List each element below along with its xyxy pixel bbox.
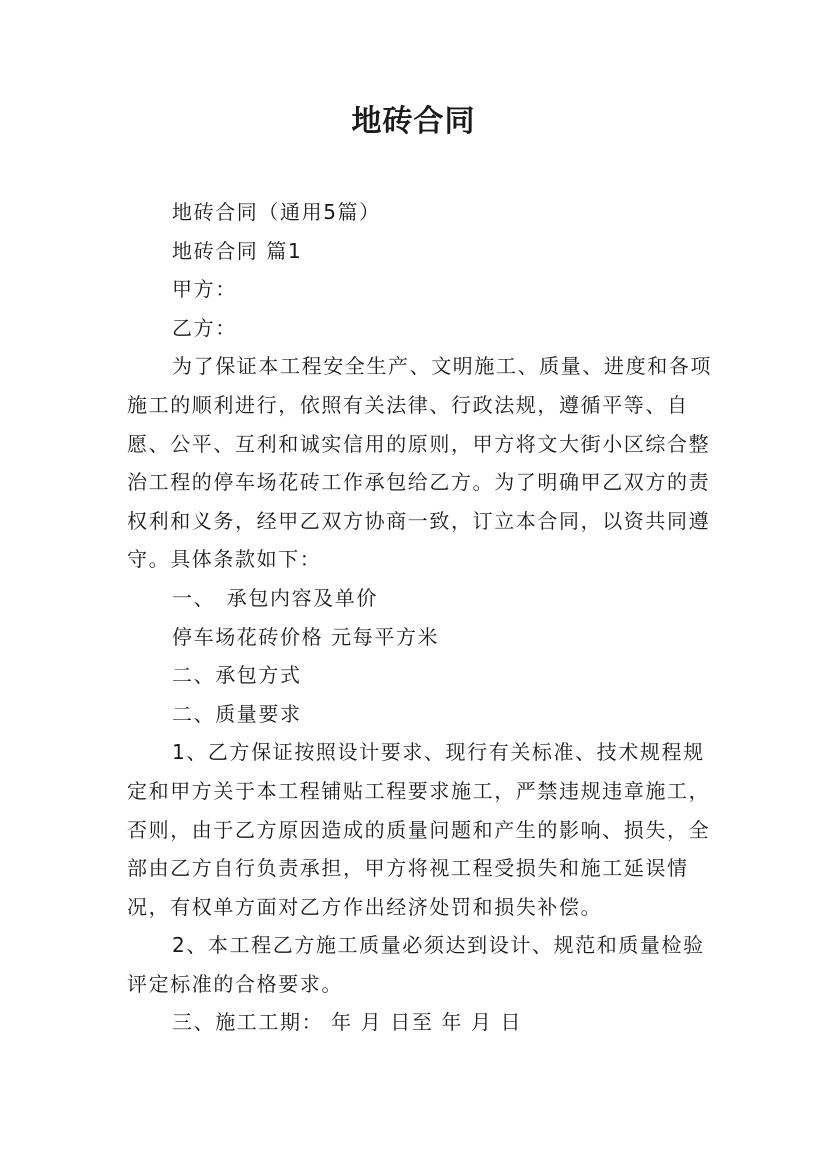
paragraph-quality-item-1: 1、乙方保证按照设计要求、现行有关标准、技术规程规定和甲方关于本工程铺贴工程要求施工，严禁违规违章施工，否则，由于乙方原因造成的质量问题和产生的影响、损失，全部由乙方自行负责承担，甲方将视工程受损失和施工延误情况，有权单方面对乙方作出经济处罚和损失补偿。 xyxy=(127,740,711,919)
paragraph-clause-2-heading: 二、承包方式 xyxy=(172,663,302,688)
paragraph-section-heading: 地砖合同 篇1 xyxy=(172,238,303,263)
paragraph-party-b: 乙方： xyxy=(172,315,237,340)
paragraph-party-a: 甲方： xyxy=(172,277,237,302)
paragraph-schedule: 三、施工工期： 年 月 日至 年 月 日 xyxy=(172,1010,523,1035)
paragraph-subtitle: 地砖合同（通用5篇） xyxy=(172,200,381,224)
paragraph-quality-heading: 二、质量要求 xyxy=(172,701,302,726)
paragraph-preamble: 为了保证本工程安全生产、文明施工、质量、进度和各项施工的顺利进行，依照有关法律、行政法规，遵循平等、自愿、公平、互利和诚实信用的原则，甲方将文大街小区综合整治工程的停车场花砖工作承包给乙方。为了明确甲乙双方的责权利和义务，经甲乙双方协商一致，订立本合同，以资共同遵守。具体条款如下： xyxy=(127,354,712,572)
document-title: 地砖合同 xyxy=(351,104,476,139)
paragraph-clause-1-heading: 一、 承包内容及单价 xyxy=(172,585,378,610)
paragraph-price: 停车场花砖价格 元每平方米 xyxy=(172,624,440,649)
document-body xyxy=(127,193,712,1042)
paragraph-quality-item-2: 2、本工程乙方施工质量必须达到设计、规范和质量检验评定标准的合格要求。 xyxy=(127,933,705,996)
